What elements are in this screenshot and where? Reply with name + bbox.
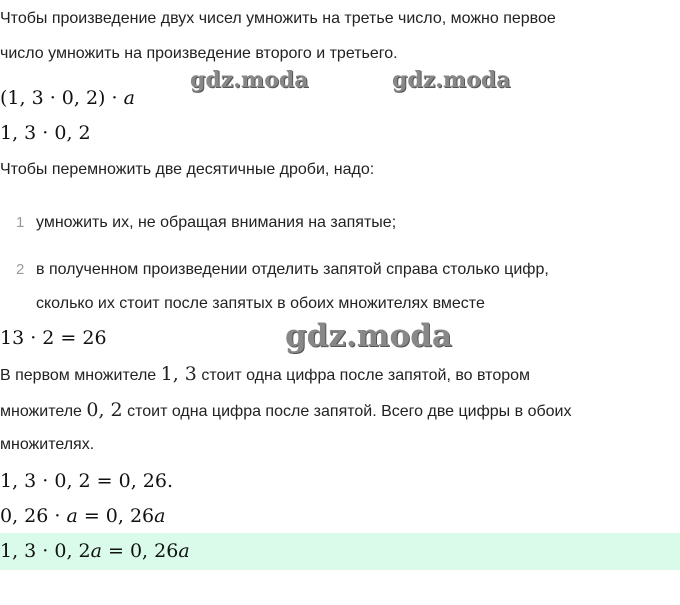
list-item-cont: сколько их стоит после запятых в обоих множителях вместе	[36, 295, 485, 312]
expr-text: (1, 3 · 0, 2) ·	[0, 87, 124, 109]
text: В первом множителе	[0, 367, 161, 384]
list-item: в полученном произведении отделить запятой справа столько цифр,	[36, 261, 549, 278]
math-inline: 1, 3	[160, 363, 197, 385]
final-answer	[0, 539, 190, 563]
expression-3: 13 · 2 = 26	[0, 327, 107, 349]
expression-4: 1, 3 · 0, 2 = 0, 26.	[0, 470, 174, 492]
list-item: умножить их, не обращая внимания на запятые;	[36, 214, 397, 231]
var: a	[178, 540, 190, 562]
math-inline: 0, 2	[86, 399, 123, 421]
t: 0, 26 ·	[0, 505, 67, 527]
var: a	[66, 505, 78, 527]
watermark: gdz.moda	[392, 67, 511, 93]
text: множителе	[0, 403, 87, 420]
rule-text-line1: Чтобы произведение двух чисел умножить на третье число, можно первое	[0, 10, 556, 27]
list-number: 2	[16, 261, 25, 278]
rule-text-line2: число умножить на произведение второго и третьего.	[0, 45, 398, 62]
watermark: gdz.moda	[285, 318, 452, 354]
var-a: a	[123, 87, 135, 109]
explanation-line3: множителях.	[0, 436, 95, 453]
t: = 0, 26	[101, 540, 179, 562]
list-number: 1	[16, 214, 25, 231]
var: a	[154, 505, 166, 527]
text: стоит одна цифра после запятой, во втором	[196, 367, 531, 384]
text: стоит одна цифра после запятой. Всего две цифры в обоих	[122, 403, 572, 420]
t: 1, 3 · 0, 2	[0, 540, 91, 562]
t: = 0, 26	[77, 505, 155, 527]
expression-2: 1, 3 · 0, 2	[0, 122, 91, 144]
watermark: gdz.moda	[190, 67, 309, 93]
expression-1	[0, 86, 135, 110]
explanation-line1	[0, 364, 530, 386]
decimal-rule-intro: Чтобы перемножить две десятичные дроби, надо:	[0, 161, 375, 178]
explanation-line2	[0, 400, 571, 422]
var: a	[90, 540, 102, 562]
expression-5	[0, 504, 165, 528]
